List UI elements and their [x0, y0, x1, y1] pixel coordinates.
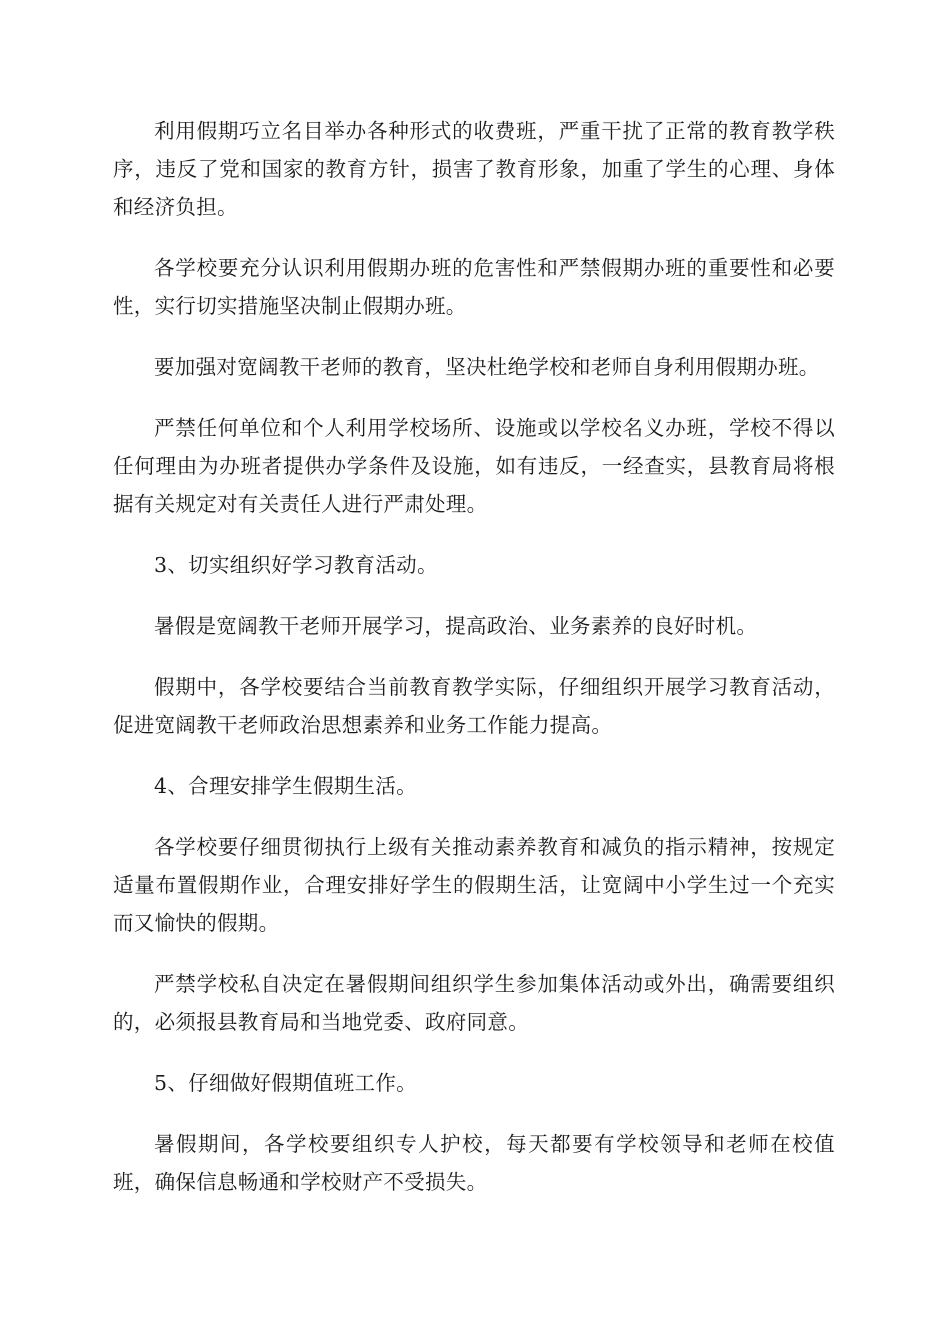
paragraph-12: 暑假期间，各学校要组织专人护校，每天都要有学校领导和老师在校值班，确保信息畅通和学校财产不受损失。 — [113, 1132, 835, 1194]
section-heading-4: 4、合理安排学生假期生活。 — [154, 774, 417, 798]
paragraph-6: 暑假是宽阔教干老师开展学习，提高政治、业务素养的良好时机。 — [154, 614, 758, 638]
paragraph-9: 各学校要仔细贯彻执行上级有关推动素养教育和减负的指示精神，按规定适量布置假期作业，合理安排好学生的假期生活，让宽阔中小学生过一个充实而又愉快的假期。 — [113, 835, 835, 935]
paragraph-10: 严禁学校私自决定在暑假期间组织学生参加集体活动或外出，确需要组织的，必须报县教育局和当地党委、政府同意。 — [113, 972, 835, 1034]
section-heading-3: 3、切实组织好学习教育活动。 — [154, 553, 438, 577]
paragraph-4: 严禁任何单位和个人利用学校场所、设施或以学校名义办班，学校不得以任何理由为办班者提供办学条件及设施，如有违反，一经查实，县教育局将根据有关规定对有关责任人进行严肃处理。 — [113, 416, 835, 516]
paragraph-7: 假期中，各学校要结合当前教育教学实际，仔细组织开展学习教育活动，促进宽阔教干老师政治思想素养和业务工作能力提高。 — [113, 675, 835, 737]
paragraph-1: 利用假期巧立名目举办各种形式的收费班，严重干扰了正常的教育教学秩序，违反了党和国家的教育方针，损害了教育形象，加重了学生的心理、身体和经济负担。 — [113, 119, 835, 219]
document-body — [113, 112, 835, 1224]
paragraph-3: 要加强对宽阔教干老师的教育，坚决杜绝学校和老师自身利用假期办班。 — [154, 355, 820, 379]
section-heading-5: 5、仔细做好假期值班工作。 — [154, 1071, 417, 1095]
paragraph-2: 各学校要充分认识利用假期办班的危害性和严禁假期办班的重要性和必要性，实行切实措施坚决制止假期办班。 — [113, 256, 835, 318]
